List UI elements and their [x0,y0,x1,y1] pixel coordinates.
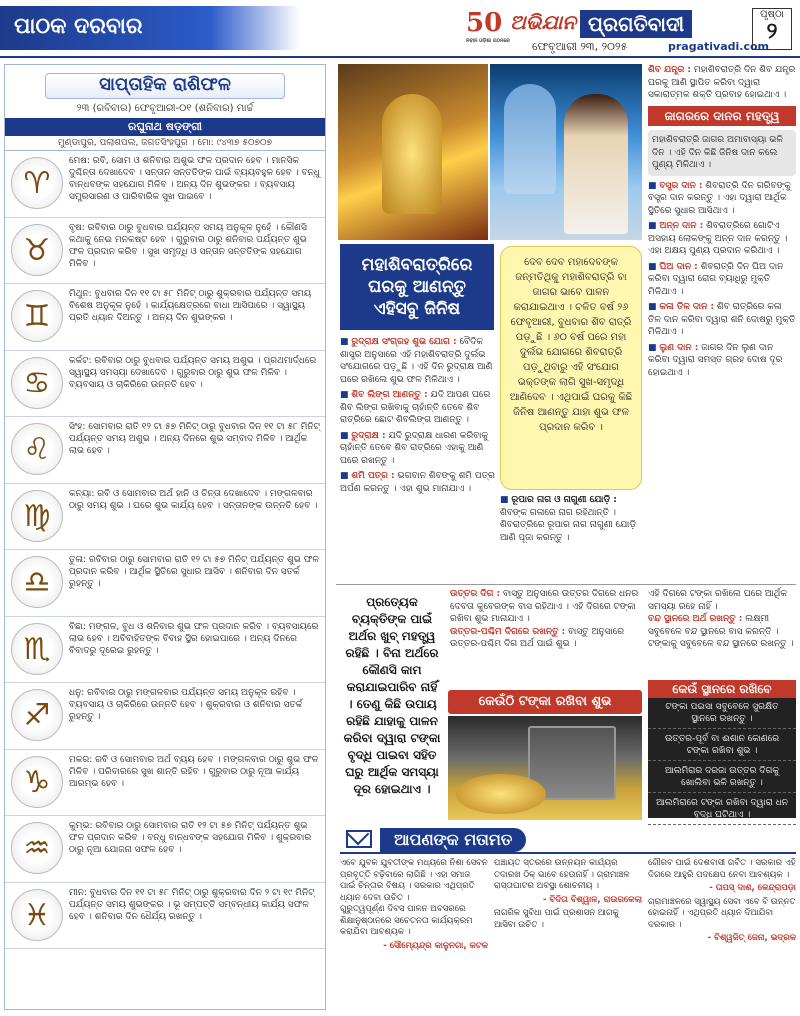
list-item [340,336,496,386]
item-text: ଶିବରାତ୍ରି ଦିନ ଗରିବଙ୍କୁ ବସ୍ତ୍ର ଦାନ କରନ୍ତୁ । ଏହା ଦ୍ୱାରା ଆର୍ଥିକ ସ୍ଥିତିରେ ସୁଧାର ଆସିଥାଏ । [648,180,791,216]
mail-icon [346,830,372,848]
money-right-body [648,588,796,680]
item-text: ଶିବ ରାତ୍ରିରେ କଳା ତିଳ ଦାନ କରିବା ଦ୍ୱାରା ଶନି ଦୋଷରୁ ମୁକ୍ତି ମିଳିଥାଏ । [648,302,796,337]
zodiac-sign-icon: ♓ [11,889,63,941]
list-item [648,180,796,218]
bullet-icon: ■ [648,261,657,272]
sign-row [5,816,325,883]
sign-list [5,151,325,949]
zodiac-sign-icon: ♍ [11,490,63,542]
letter-text-2: ଗୁରୁତ୍ୱପୂର୍ଣ୍ଣ ଦିବସ ପାଳନ ଅବସରରେ ଶିକ୍ଷାନୁଷ୍ଠାନରେ ସଚେତନତା କାର୍ଯ୍ୟକ୍ରମ କରାଯିବା ଆବଶ୍ୟକ । [340,904,473,937]
item-text: ଜାଗର ଦିନ ଲୁଣ ଦାନ କରିବା ଦ୍ୱାରା ସମସ୍ତ ଗ୍ରହ ଦୋଷ ଦୂର ହୋଇଥାଏ । [648,342,783,378]
sign-forecast: ମକର: ରବି ଓ ସୋମବାର ଅର୍ଥ ବ୍ୟୟ ହେବ । ମଙ୍ଗଳବାର ଠାରୁ ଶୁଭ ଫଳ ମିଳିବ । ପରିବାରରେ ସୁଖ ଶାନ୍ତି ରହିବ । ଗୁରୁବାର ଠାରୁ ନୂଆ କାର୍ଯ୍ୟ ଆରମ୍ଭ ହେବ । [69,754,319,789]
feature-intro: ଦେବ ଦେବ ମହାଦେବଙ୍କ ଜନ୍ମତିଥିକୁ ମହାଶିବରାତ୍ରି ବା ଜାଗର ଭାବେ ପାଳନ କରାଯାଇଥାଏ । ଚଳିତ ବର୍ଷ ୨୬ ଫେବୃଆରୀ, ବୁଧବାର ଶିବ ରାତ୍ରି ପଡ଼ୁଛି । ୬୦ ବର୍ଷ ପରେ ମହା ଦୁର୍ଲଭ ଯୋଗରେ ଶିବରାତ୍ରି ପଡ଼ୁଥିବାରୁ ଏହି ସଂଯୋଗ ଭକ୍ତଙ୍କ ଲାଗି ସୁଖ-ସମୃଦ୍ଧି ଆଣିଦେବ । ଏଥିପାଇଁ ଘରକୁ କିଛି ଜିନିଷ ଆଣନ୍ତୁ ଯାହା ଶୁଭ ଫଳ ପ୍ରଦାନ କରିବ । [500,246,642,490]
shiva-worship-image [490,64,642,240]
horoscope-dates: ୨୩ (ରବିବାର) ଫେବୃଆରୀ-୦୧ (ଶନିବାର) ମାର୍ଚ୍ଚ [76,103,254,114]
north-direction-item [450,588,640,626]
shiva-yantra-item [648,64,796,102]
sign-row [5,550,325,617]
item-text: ବାସ୍ତୁ ଅନୁସାରେ ଉତ୍ତର ଦିଗରେ ଧନର ଦେବତା କୁବେରଙ୍କ ବାସ ରହିଥାଏ । ଏହି ଦିଗରେ ଟଙ୍କା ରଖିବା ଶୁଭ ମାନାଯାଏ । [450,589,639,624]
sign-row [5,284,325,351]
sign-forecast: ମୀନ: ବୁଧବାର ଦିନ ୧୧ ଟା ୫୮ ମିନିଟ୍ ଠାରୁ ଶୁକ୍ରବାର ଦିନ ୨ ଟା ୧୯ ମିନିଟ୍ ପର୍ଯ୍ୟନ୍ତ ସମୟ ଶୁଭଙ୍କର । ଭୂ ସମ୍ପତ୍ତି ସମ୍ବନ୍ଧୀୟ କାର୍ଯ୍ୟ ସଫଳ ହେବ । ଶନିବାର ଦିନ ଧୈର୍ଯ୍ୟ ରଖନ୍ତୁ । [69,887,315,922]
item-label: ଉତ୍ତର ଦିଗ : [450,589,501,599]
item-label: ରୁଦ୍ରାକ୍ଷ : [351,430,386,441]
box-item: ଆଲମିରାରେ ଟଙ୍କା ରଖିବା ଦ୍ୱାରା ଧନ ବୃଦ୍ଧି ଘଟିଥାଏ । [648,797,796,825]
money-quote: ପ୍ରତ୍ୟେକ ବ୍ୟକ୍ତିଙ୍କ ପାଇଁ ଅର୍ଥର ଖୁବ୍ ମହତ୍ତ୍ୱ ରହିଛି । ବିନା ଅର୍ଥରେ କୌଣସି କାମ କରାଯାଇପାରିବ ନାହିଁ । ତେଣୁ କିଛି ଉପାୟ ରହିଛି ଯାହାକୁ ପାଳନ କରିବା ଦ୍ୱାରା ଟଙ୍କା ବୃଦ୍ଧି ପାଇବା ସହିତ ଘରୁ ଆର୍ଥିକ ସମସ୍ୟା ଦୂର ହୋଇଥାଏ । [343,595,441,796]
item-label: କଳା ତିଳ ଦାନ : [659,302,715,312]
sign-forecast: କୁମ୍ଭ: ରବିବାର ଠାରୁ ସୋମବାର ରାତି ୧୨ ଟା ୫୭ ମିନିଟ୍ ପର୍ଯ୍ୟନ୍ତ ଶୁଭ ଫଳ ପ୍ରଦାନ କରିବ । ବନ୍ଧୁ ବାନ୍ଧବଙ୍କ ସହଯୋଗ ମିଳିବ । ଶୁକ୍ରବାର ଠାରୁ ନୂଆ ଯୋଜନା ସଫଳ ହେବ । [69,821,312,855]
bullet-icon: ■ [340,390,349,400]
zodiac-sign-icon: ♏ [11,623,63,675]
bullet-icon: ■ [340,430,349,441]
box-item: ଆଲମିରାର ଦରଜା ଉତ୍ତର ଦିଗକୁ ଖୋଲିବା ଭଳି ରଖନ୍ତୁ । [648,765,796,793]
section-title: ପାଠକ ଦରବାର [0,6,300,50]
sign-row [5,750,325,817]
item-label: ବନ୍ଦ ସ୍ଥାନରେ ଅର୍ଥ ରଖନ୍ତୁ : [648,614,743,624]
donation-subhead: ଜାଗରରେ ଦାନର ମହତ୍ତ୍ୱ [648,106,796,127]
issue-date: ଫେବୃଆରୀ ୨୩, ୨୦୨୫ [532,40,628,53]
money-body [450,588,640,690]
bullet-icon: ■ [340,471,349,481]
list-item [648,220,796,258]
money-safe-image [448,716,642,820]
item-text: ବୈଦିକ ଶାସ୍ତ୍ର ଅନୁସାରେ ଏହି ମହାଶିବରାତ୍ରି ଦୁର୍ଲଭ ସଂଯୋଗରେ ପଡ଼ୁଛି । ଏହି ଦିନ ରୁଦ୍ରାକ୍ଷ ଆଣି ଘରେ ରଖିଲେ ଶୁଭ ଫଳ ମିଳିଥାଏ । [340,337,493,385]
item-label: ଶମି ପତ୍ର : [351,471,395,481]
where-to-keep-list [648,701,796,825]
item-text: ଶିବରାତ୍ରି ଦିନ ଘିଅ ଦାନ କରିବା ଦ୍ୱାରା ରୋଗ ବ୍ୟାଧିରୁ ମୁକ୍ତି ମିଳିଥାଏ । [648,261,784,297]
letter-text: ଏବେ ଯୁବକ ଯୁବତୀଙ୍କ ମଧ୍ୟରେ ନିଶା ସେବନ ପ୍ରବୃତ୍ତି ବଢ଼ିବାରେ ଲାଗିଛି । ଏହା ସମାଜ ପାଇଁ ଚିନ୍ତାର ବିଷୟ । ସରକାର ଏଥିପ୍ରତି ଧ୍ୟାନ ଦେବା ଉଚିତ । [340,858,488,903]
logo-50-sub: ନବୀନ ଓଡ଼ିଶା ଗଠନରେ [466,38,510,44]
zodiac-sign-icon: ♊ [11,290,63,342]
bullet-icon: ■ [648,302,657,312]
bullet-icon: ■ [500,495,509,505]
sign-row [5,683,325,750]
horoscope-panel [4,64,326,1010]
sign-row [5,883,325,950]
sign-forecast: ବୃଷ: ରବିବାର ଠାରୁ ବୁଧବାର ପର୍ଯ୍ୟନ୍ତ ସମୟ ଅନୁକୂଳ ନୁହେଁ । କୌଣସି କଥାକୁ ନେଇ ମନକଷ୍ଟ ହେବ । ଗୁରୁବାର ଠାରୁ ଶନିବାର ପର୍ଯ୍ୟନ୍ତ ଶୁଭ ଫଳ ପ୍ରଦାନ କରିବ । ସୁଖ ସମୃଦ୍ଧି ଓ ସନ୍ତାନ ସନ୍ତତିଙ୍କ ସହଯୋଗ ମିଳିବ । [69,222,307,269]
item-label: ଲୁଣ ଦାନ : [659,342,699,353]
brand-masthead: ପ୍ରଗତିବାଦୀ [580,10,692,38]
item-text: ଭଗବାନ ଶିବଙ୍କୁ ଶମି ପତ୍ର ଅର୍ପଣ କରନ୍ତୁ । ଏହା ଶୁଭ ମାନାଯାଏ । [340,471,495,494]
brand-tagline: ଅଭିଯାନ [510,10,577,34]
item-text: ମହାଶିବରାତ୍ରି ଦିନ ଶିବ ଯନ୍ତ୍ର ଘରକୁ ଆଣି ସ୍ଥାପିତ କରିବା ଦ୍ୱାରା ସକାରାତ୍ମକ ଶକ୍ତି ପ୍ରବାହ ହୋଇଥାଏ । [648,65,796,100]
item-label: ଘିଅ ଦାନ : [659,261,698,272]
item-text: ଯଦି ରୁଦ୍ରାକ୍ଷ ଧାରଣ କରିବାକୁ ଚାହାଁନ୍ତି ତେବେ ଶିବ ରାତ୍ରିରେ ଏହାକୁ ଆଣି ଘରେ ରଖନ୍ତୁ । [340,430,489,466]
item-label: ରୂପାର ନାଗ ଓ ନାଗୁଣୀ ଯୋଡ଼ି : [511,495,617,505]
opinion-letter-2 [494,858,642,1010]
list-item [648,301,796,339]
donation-list [648,180,796,380]
opinion-title: ଆପଣଙ୍କ ମତାମତ [380,828,526,852]
page-number: ୨ [766,19,778,44]
zodiac-sign-icon: ♉ [11,224,63,276]
section-divider [336,584,796,585]
zodiac-sign-icon: ♈ [11,157,63,209]
list-item [648,342,796,380]
sign-forecast: କର୍କଟ: ରବିବାର ଠାରୁ ବୁଧବାର ପର୍ଯ୍ୟନ୍ତ ସମୟ ଅଶୁଭ । ପ୍ରଥମାର୍ଦ୍ଧରେ ସ୍ୱାସ୍ଥ୍ୟ ସମସ୍ୟା ଦେଖାଦେବ । ଗୁରୁବାର ଠାରୁ ଶୁଭ ଫଳ ମିଳିବ । ବ୍ୟବସାୟ ଓ ଚାକିରିରେ ଉନ୍ନତି ହେବ । [69,355,317,390]
where-to-keep-box [648,680,796,818]
item-text: ଶିବରାତ୍ରିରେ ଗୋଟିଏ ଅସହାୟ ଲୋକଙ୍କୁ ଅନ୍ନ ଦାନ କରନ୍ତୁ । ଏହା ଅକ୍ଷୟ ପୁଣ୍ୟ ପ୍ରଦାନ କରିଥାଏ । [648,221,788,256]
item-text: ଶିବଙ୍କ ଗଳାରେ ନାଗ ରହିଥାନ୍ତି । ଶିବରାତ୍ରିରେ ରୂପାର ନାଗ ନାଗୁଣୀ ଯୋଡ଼ି ଆଣି ପୂଜା କରନ୍ତୁ । [500,507,636,543]
letter-signature: - ବିଦିତା ବିଶ୍ୱାଳ, ରାଉରକେଲା [542,894,642,905]
item-label: ଉତ୍ତର-ପଶ୍ଚିମ ଦିଗରେ ରଖନ୍ତୁ : [450,626,566,637]
bullet-icon: ■ [648,342,657,353]
letter-text: ପଞ୍ଚାୟତ ସ୍ତରରେ ଉନ୍ନୟନ କାର୍ଯ୍ୟର ତଦାରଖ ଠିକ୍ ଭାବେ ହେଉନାହିଁ । ଗ୍ରାମାଞ୍ଚଳ ରାସ୍ତାଘାଟର ଅବସ୍ଥା ଶୋଚନୀୟ । [494,858,630,891]
zodiac-sign-icon: ♒ [11,822,63,874]
letter-text-2: ଗ୍ରାମାଞ୍ଚଳରେ ସ୍ୱାସ୍ଥ୍ୟ ସେବା ଏବେ ବି ଉନ୍ନତ ହୋଇନାହିଁ । ଏଥିପ୍ରତି ଧ୍ୟାନ ଦିଆଯିବା ଦରକାର । [648,896,796,930]
sign-forecast: ମିଥୁନ: ବୁଧବାର ଦିନ ୧୧ ଟା ୫୮ ମିନିଟ୍ ଠାରୁ ଶୁକ୍ରବାର ପର୍ଯ୍ୟନ୍ତ ସମୟ ବିଶେଷ ଅନୁକୂଳ ନୁହେଁ । କାର୍ଯ୍ୟକ୍ଷେତ୍ରରେ ବାଧା ଆସିପାରେ । ସ୍ୱାସ୍ଥ୍ୟ ପ୍ରତି ଧ୍ୟାନ ଦିଅନ୍ତୁ । ଅନ୍ୟ ଦିନ ଶୁଭଙ୍କର । [69,289,312,323]
box-item: ଉତ୍ତର-ପୂର୍ବ ବା ଈଶାନ କୋଣରେ ଟଙ୍କା ରଖିବା ଶୁଭ । [648,733,796,761]
list-item [648,261,796,299]
page-label: ପୃଷ୍ଠା [760,9,784,20]
opinion-letter-3 [648,858,796,1010]
money-right-text: ଏହି ଦିଗରେ ଟଙ୍କା ରଖିଲେ ଘରେ ଆର୍ଥିକ ସମସ୍ୟା ରହେ ନାହିଁ । [648,589,788,612]
sign-forecast: ଧନୁ: ରବିବାର ଠାରୁ ମଙ୍ଗଳବାର ପର୍ଯ୍ୟନ୍ତ ସମୟ ଅନୁକୂଳ ରହିବ । ବ୍ୟବସାୟ ଓ ଚାକିରିରେ ଉନ୍ନତି ହେବ । ଶୁକ୍ରବାର ଓ ଶନିବାର ସତର୍କ ରୁହନ୍ତୁ । [69,688,303,722]
box-item: ଟଙ୍କା ପଇସା ସବୁବେଳେ ସୁରକ୍ଷିତ ସ୍ଥାନରେ ରଖନ୍ତୁ । [648,701,796,729]
opinion-letter-1 [340,858,488,1010]
bullet-icon: ■ [340,337,349,347]
sign-row [5,151,325,218]
item-label: ଶିବ ଲିଙ୍ଗ ଆଣନ୍ତୁ : [351,390,428,400]
zodiac-sign-icon: ♎ [11,556,63,608]
zodiac-sign-icon: ♐ [11,689,63,741]
where-to-keep-title: କେଉଁ ସ୍ଥାନରେ ରଖିବେ [648,680,796,698]
sign-forecast: ବିଛା: ମଙ୍ଗଳ, ବୁଧ ଓ ଶନିବାର ଶୁଭ ଫଳ ପ୍ରଦାନ କରିବ । ବ୍ୟବସାୟରେ ଲାଭ ହେବ । ଅବିବାହିତଙ୍କ ବିବାହ ସ୍ଥିର ହୋଇପାରେ । ଅନ୍ୟ ଦିନରେ ବିବାଦରୁ ଦୂରେଇ ରୁହନ୍ତୁ । [69,621,319,656]
letter-text-2: ନାଗରିକ ସୁବିଧା ପାଇଁ ପ୍ରଶାସନ ଆଗକୁ ଆସିବା ଉଚିତ । [494,908,619,930]
zodiac-sign-icon: ♋ [11,357,63,409]
feature-body-2 [500,494,642,580]
sign-row [5,351,325,418]
letter-signature: - ସୌମ୍ୟେନ୍ଦ୍ର କାଳୁନଗା, କଟକ [383,940,488,951]
sign-row [5,617,325,684]
item-text: ଲକ୍ଷ୍ମୀ ସବୁବେଳେ ବନ୍ଦ ସ୍ଥାନରେ ବାସ କରନ୍ତି । ଟଙ୍କାକୁ ସବୁବେଳେ ବନ୍ଦ ସ୍ଥାନରେ ରଖନ୍ତୁ । [648,614,794,649]
zodiac-sign-icon: ♑ [11,756,63,808]
horoscope-author: ରଘୁନାଥ ଷଡ଼ଙ୍ଗୀ [5,118,325,136]
sign-forecast: ମେଷ: ରବି, ସୋମ ଓ ଶନିବାର ଅଶୁଭ ଫଳ ପ୍ରଦାନ ହେବ । ମାନସିକ ଦୁଶ୍ଚିନ୍ତା ଦେଖାଦେବ । ସନ୍ତାନ ସନ୍ତତିଙ୍କ ପାଇଁ ବ୍ୟୟବହୁଳ ହେବ । ବନ୍ଧୁ ବାନ୍ଧବଙ୍କ ସହଯୋଗ ମିଳିବ । ଅନ୍ୟ ଦିନ ଶୁଭଙ୍କର । ବ୍ୟବସାୟ ସମ୍ପ୍ରସାରଣ ଓ ପାରିବାରିକ ସୁଖ ପାଇବେ । [69,156,320,202]
sign-row [5,218,325,285]
sign-forecast: କନ୍ୟା: ରବି ଓ ସୋମବାର ଅର୍ଥ ହାନି ଓ ଚିନ୍ତା ଦେଖାଦେବ । ମଙ୍ଗଳବାର ଠାରୁ ସମୟ ଶୁଭ । ଘରେ ଶୁଭ କାର୍ଯ୍ୟ ହେବ । ସନ୍ତାନଙ୍କ ଉନ୍ନତି ହେବ । [69,488,318,511]
northwest-direction-item [450,626,640,651]
list-item [340,430,496,468]
ganesh-idol-image [338,64,488,240]
item-text: ଯଦି ଆପଣ ଘରେ ଶିବ ଲିଙ୍ଗ ରଖିବାକୁ ଚାହାଁନ୍ତି ତେବେ ଶିବ ରାତ୍ରିରେ ଛୋଟ ଶିବଲିଙ୍ଗ ଆଣନ୍ତୁ । [340,390,491,425]
letter-signature-2: - ବିଶ୍ୱଜିତ୍ ଜେନା, ଭଦ୍ରକ [707,933,796,943]
donation-column [648,64,796,580]
sign-row [5,484,325,551]
opinion-header [340,826,796,854]
closed-place-item [648,613,796,651]
sign-forecast: ସିଂହ: ସୋମବାର ରାତି ୧୨ ଟା ୫୭ ମିନିଟ୍ ଠାରୁ ବୁଧବାର ଦିନ ୧୧ ଟା ୫୮ ମିନିଟ୍ ପର୍ଯ୍ୟନ୍ତ ସମୟ ଅଶୁଭ । ଅନ୍ୟ ଦିନରେ ଶୁଭ ସମ୍ବାଦ ମିଳିବ । ଆର୍ଥିକ ଲାଭ ହେବ । [69,422,320,456]
page-header [0,0,800,58]
zodiac-sign-icon: ♌ [11,423,63,475]
item-label: ବସ୍ତ୍ର ଦାନ : [659,180,703,191]
feature-headline: ମହାଶିବରାତ୍ରିରେ ଘରକୁ ଆଣନ୍ତୁ ଏହିସବୁ ଜିନିଷ [340,244,494,330]
anniversary-logo [466,8,508,50]
list-item [500,494,642,544]
list-item [340,389,496,427]
letter-text: ଗୌରବ ପାଇଁ ଦେଶବାସୀ ଗର୍ବିତ । ସରକାର ଏହି ଦିଗରେ ଆହୁରି ପଦକ୍ଷେପ ନେବା ଆବଶ୍ୟକ । [648,858,796,880]
list-item [340,470,496,495]
item-label: ଅନ୍ନ ଦାନ : [659,221,704,231]
feature-body [340,336,496,582]
sign-forecast: ତୁଳା: ରବିବାର ଠାରୁ ସୋମବାର ରାତି ୧୨ ଟା ୫୭ ମିନିଟ୍ ପର୍ଯ୍ୟନ୍ତ ଶୁଭ ଫଳ ପ୍ରଦାନ କରିବ । ଆର୍ଥିକ ସ୍ଥିତିରେ ସୁଧାର ଆସିବ । ଶନିବାର ଦିନ ସତର୍କ ରୁହନ୍ତୁ । [69,555,319,589]
horoscope-title: ସାପ୍ତାହିକ ରାଶିଫଳ [45,73,285,99]
horoscope-address: ମୁଣ୍ଡାପୁର, ପଲାଶପଲ, ଜଗତସିଂହପୁର । ମୋ: ୯୪୩୭ ୫୦୭୦୭ [5,136,325,151]
logo-50-number: 50 [466,8,503,38]
item-label: ରୁଦ୍ରାକ୍ଷ ସଂଗ୍ରହ ଶୁଭ ଯୋଗ : [351,337,457,347]
bullet-icon: ■ [648,180,657,191]
page-number-box [752,8,792,50]
item-text: ବାସ୍ତୁ ଅନୁସାରେ ଉତ୍ତର-ପଶ୍ଚିମ ଦିଗ ଅର୍ଥ ପାଇଁ ଶୁଭ । [450,626,625,649]
site-url[interactable]: pragativadi.com [668,40,770,53]
letter-signature: - ତାପସ୍ ଦାଶ, କେନ୍ଦ୍ରାପଡ଼ା [709,883,796,893]
sign-row [5,417,325,484]
item-label: ଶିବ ଯନ୍ତ୍ର : [648,65,691,75]
donation-intro: ମହାଶିବରାତ୍ରି ଜାଗର ଅମାବାସ୍ୟା ଭଳି ଦିନ । ଏହି ଦିନ କିଛି ଜିନିଷ ଦାନ କଲେ ପୁଣ୍ୟ ମିଳିଥାଏ । [648,130,796,176]
bullet-icon: ■ [648,221,657,231]
money-band-title: କେଉଁଠି ଟଙ୍କା ରଖିବା ଶୁଭ [448,690,642,714]
